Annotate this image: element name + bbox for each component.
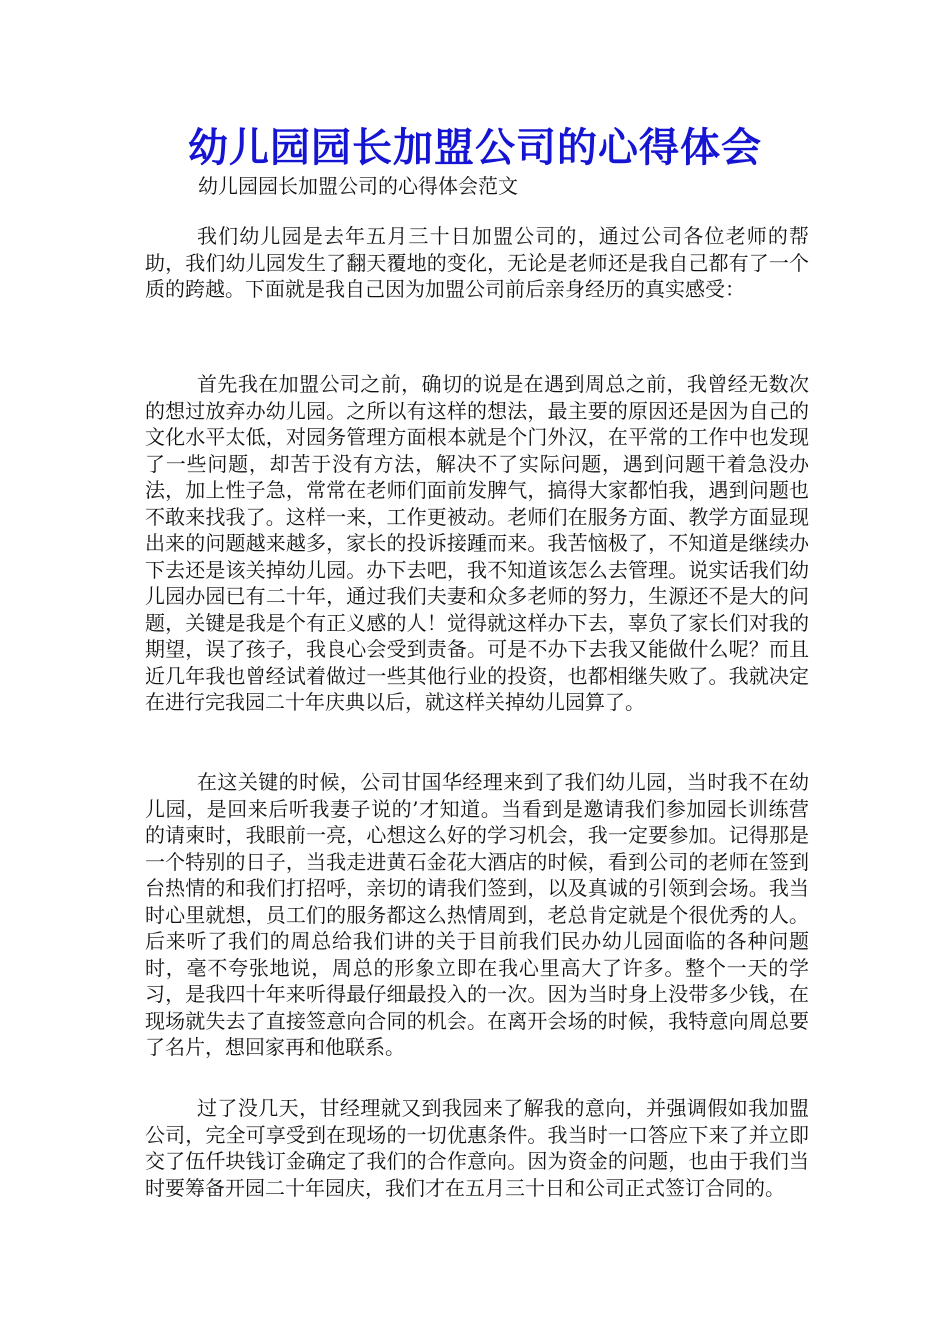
document-title: 幼儿园园长加盟公司的心得体会 [188,124,762,171]
paragraph: 首先我在加盟公司之前，确切的说是在遇到周总之前，我曾经无数次的想过放弃办幼儿园。之所以有这样的想法，最主要的原因还是因为自己的文化水平太低，对园务管理方面根本就是个门外汉，在平常的工作中也发现了一些问题，却苦于没有方法，解决不了实际问题，遇到问题干着急没办法，加上性子急，常常在老师们面前发脾气，搞得大家都怕我，遇到问题也不敢来找我了。这样一来，工作更被动。老师们在服务方面、教学方面显现出来的问题越来越多，家长的投诉接踵而来。我苦恼极了，不知道是继续办下去还是该关掉幼儿园。办下去吧，我不知道该怎么去管理。说实话我们幼儿园办园已有二十年，通过我们夫妻和众多老师的努力，生源还不是大的问题，关键是我是个有正义感的人！觉得就这样办下去，辜负了家长们对我的期望，误了孩子，我良心会受到责备。可是不办下去我又能做什么呢？而且近几年我也曾经试着做过一些其他行业的投资，也都相继失败了。我就决定在进行完我园二十年庆典以后，就这样关掉幼儿园算了。 [145,372,809,714]
paragraph: 过了没几天，甘经理就又到我园来了解我的意向，并强调假如我加盟公司，完全可享受到在现场的一切优惠条件。我当时一口答应下来了并立即交了伍仟块钱订金确定了我们的合作意向。因为资金的问题，也由于我们当时要筹备开园二十年园庆，我们才在五月三十日和公司正式签订合同的。 [145,1096,809,1200]
paragraph: 在这关键的时候，公司甘国华经理来到了我们幼儿园，当时我不在幼儿园，是回来后听我妻子说的’才知道。当看到是邀请我们参加园长训练营的请柬时，我眼前一亮，心想这么好的学习机会，我一定要参加。记得那是一个特别的日子，当我走进黄石金花大酒店的时候，看到公司的老师在签到台热情的和我们打招呼，亲切的请我们签到，以及真诚的引领到会场。我当时心里就想，员工们的服务都这么热情周到，老总肯定就是个很优秀的人。后来听了我们的周总给我们讲的关于目前我们民办幼儿园面临的各种问题时，毫不夸张地说，周总的形象立即在我心里高大了许多。整个一天的学习，是我四十年来听得最仔细最投入的一次。因为当时身上没带多少钱，在现场就失去了直接签意向合同的机会。在离开会场的时候，我特意向周总要了名片，想回家再和他联系。 [145,770,809,1059]
paragraph: 我们幼儿园是去年五月三十日加盟公司的，通过公司各位老师的帮助，我们幼儿园发生了翻天覆地的变化，无论是老师还是我自己都有了一个质的跨越。下面就是我自己因为加盟公司前后亲身经历的真实感受： [145,224,809,301]
document-subtitle: 幼儿园园长加盟公司的心得体会范文 [198,174,518,198]
